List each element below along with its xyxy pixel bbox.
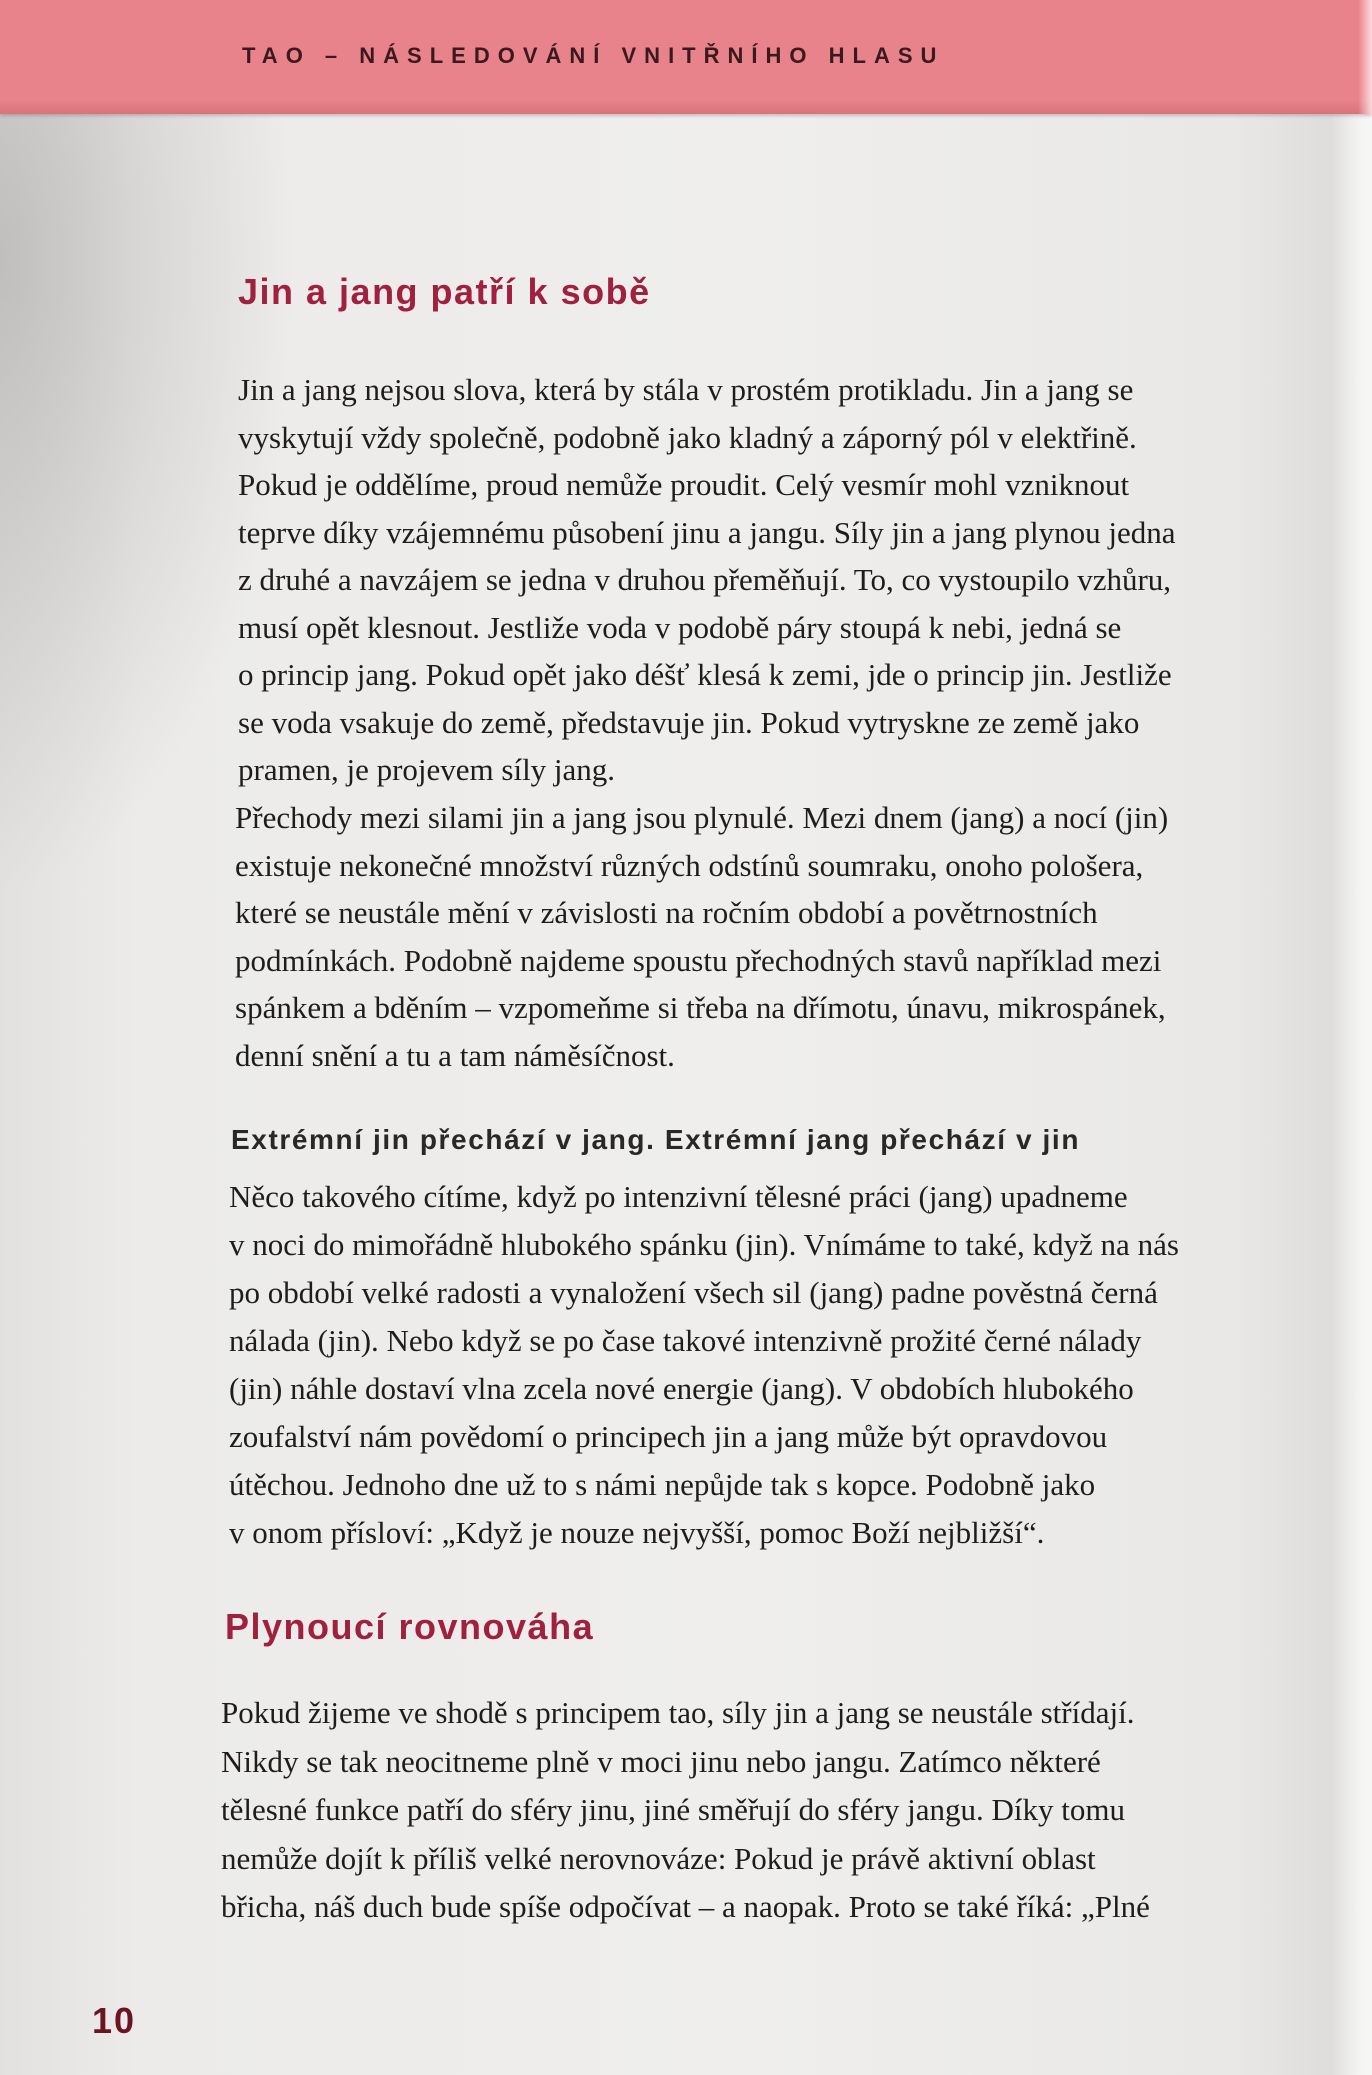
text-line: existuje nekonečné množství různých odstínů soumraku, onoho pološera,: [235, 847, 1144, 883]
text-line: Pokud žijeme ve shodě s principem tao, síly jin a jang se neustále střídají.: [221, 1695, 1135, 1730]
paragraph: [235, 794, 1168, 1079]
text-line: v noci do mimořádně hlubokého spánku (jin). Vnímáme to také, když na nás: [229, 1227, 1179, 1262]
text-line: v onom přísloví: „Když je nouze nejvyšší, pomoc Boží nejbližší“.: [229, 1515, 1045, 1550]
text-line: Jin a jang nejsou slova, která by stála v prostém protikladu. Jin a jang se: [238, 372, 1134, 407]
paragraph: [229, 1173, 1179, 1557]
text-line: o princip jang. Pokud opět jako déšť klesá k zemi, jde o princip jin. Jestliže: [238, 657, 1172, 692]
text-line: Nikdy se tak neocitneme plně v moci jinu nebo jangu. Zatímco některé: [221, 1743, 1101, 1779]
text-line: zoufalství nám povědomí o principech jin a jang může být opravdovou: [229, 1419, 1108, 1454]
text-line: Něco takového cítíme, když po intenzivní tělesné práci (jang) upadneme: [229, 1179, 1128, 1214]
text-line: útěchou. Jednoho dne už to s námi nepůjde tak s kopce. Podobně jako: [229, 1467, 1096, 1502]
paragraph: [221, 1689, 1150, 1932]
text-line: teprve díky vzájemnému působení jinu a jangu. Síly jin a jang plynou jedna: [238, 514, 1176, 550]
text-line: které se neustále mění v závislosti na ročním období a povětrnostních: [235, 895, 1098, 930]
text-line: musí opět klesnout. Jestliže voda v podobě páry stoupá k nebi, jedná se: [238, 609, 1122, 645]
text-line: vyskytují vždy společně, podobně jako kladný a záporný pól v elektřině.: [238, 419, 1137, 455]
page-edge: [1358, 0, 1372, 114]
section-heading: Plynoucí rovnováha: [225, 1606, 595, 1647]
text-line: se voda vsakuje do země, představuje jin. Pokud vytryskne ze země jako: [238, 704, 1140, 740]
text-line: Přechody mezi silami jin a jang jsou plynulé. Mezi dnem (jang) a nocí (jin): [235, 800, 1169, 835]
text-line: spánkem a bděním – vzpomeňme si třeba na dřímotu, únavu, mikrospánek,: [235, 990, 1166, 1025]
text-line: podmínkách. Podobně najdeme spoustu přechodných stavů například mezi: [235, 942, 1162, 978]
text-line: Pokud je oddělíme, proud nemůže proudit. Celý vesmír mohl vzniknout: [238, 467, 1130, 502]
section-heading: Jin a jang patří k sobě: [238, 271, 651, 312]
running-title: TAO – NÁSLEDOVÁNÍ VNITŘNÍHO HLASU: [242, 43, 945, 68]
text-line: břicha, náš duch bude spíše odpočívat – a naopak. Proto se také říká: „Plné: [221, 1889, 1150, 1924]
text-line: denní snění a tu a tam náměsíčnost.: [235, 1037, 675, 1073]
header-band: [0, 0, 1372, 114]
text-line: nálada (jin). Nebo když se po čase takové intenzivně prožité černé nálady: [229, 1323, 1142, 1358]
paragraph: [238, 366, 1176, 794]
subsection-heading: Extrémní jin přechází v jang. Extrémní jang přechází v jin: [231, 1124, 1081, 1155]
page-number: 10: [92, 2000, 137, 2041]
text-line: (jin) náhle dostaví vlna zcela nové energie (jang). V obdobích hlubokého: [229, 1371, 1134, 1406]
text-line: pramen, je projevem síly jang.: [238, 752, 616, 787]
text-line: tělesné funkce patří do sféry jinu, jiné směřují do sféry jangu. Díky tomu: [221, 1792, 1125, 1827]
text-line: po období velké radosti a vynaložení všech sil (jang) padne pověstná černá: [229, 1275, 1158, 1310]
text-line: z druhé a navzájem se jedna v druhou přeměňují. To, co vystoupilo vzhůru,: [238, 562, 1172, 597]
text-line: nemůže dojít k příliš velké nerovnováze: Pokud je právě aktivní oblast: [221, 1840, 1096, 1876]
